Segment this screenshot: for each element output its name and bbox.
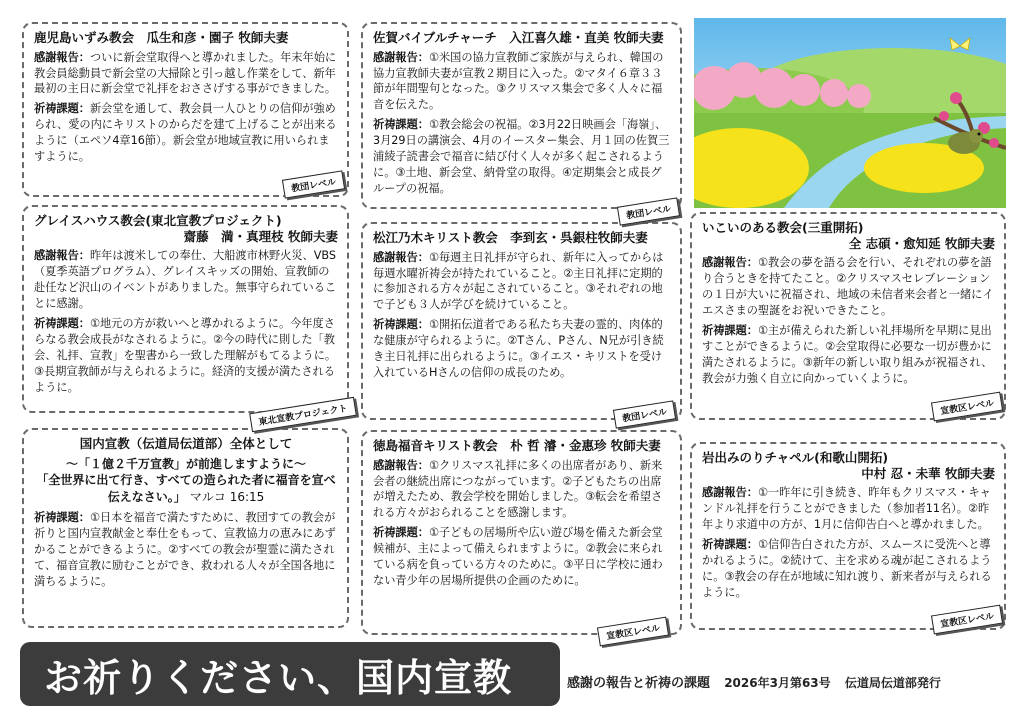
section-title: 国内宣教（伝道局伝道部）全体として [79,436,293,451]
prayer-request: 祈祷課題：①教会総会の祝福。②3月22日映画会「海嶺」、3月29日の講演会、4月のイースター集会、月１回の佐賀三浦綾子読書会で福音に結び付く人々が多く起こされるように。③土地、新会堂、納骨堂の取得。④定期集会と成長グループの祝福。 [373,118,670,195]
church-box-iwade [690,442,1006,630]
level-tag: 東北宣教プロジェクト [249,397,356,432]
prayer-request: 祈祷課題：①信仰告白された方が、スムースに受洗へと導かれるように。②続けて、主を求める魂が起こされるように。③教会の存在が地域に知れ渡り、新来者が与えられるように。 [702,537,992,599]
level-tag: 教団レベル [282,170,345,198]
level-tag: 教団レベル [613,400,676,428]
church-box-matsue [361,222,682,420]
national-mission-box [22,428,349,628]
level-tag: 教団レベル [617,197,680,225]
thanks-report: 感謝報告：①教会の夢を語る会を行い、それぞれの夢を語り合うときを持てたこと。②クリスマスセレブレーションの１日が大いに祝福され、地域の未信者来会者と一緒にイエスさまの聖誕をお祝いできたこと。 [702,256,994,317]
level-tag: 宣教区レベル [931,605,1003,635]
church-box-ikoi [690,212,1006,420]
church-title: 徳島福音キリスト教会 朴 哲 濬・金惠珍 牧師夫妻 [373,438,661,453]
pastor-names: 全 志碩・愈知延 牧師夫妻 [848,235,995,251]
pastor-names: 齋藤 満・真理枝 牧師夫妻 [183,228,338,244]
prayer-request: 祈祷課題：①子どもの居場所や広い遊び場を備えた新会堂候補が、主によって備えられますように。②教会に来られている病を負っている方々のために。③平日に学校に通わない青少年の居場所提供の企画のために。 [373,526,663,587]
thanks-report: 感謝報告：①クリスマス礼拝に多くの出席者があり、新来会者の継続出席につながっています。②子どもたちの出席が増えたため、教会学校を開始しました。③転会を希望される方々がおられることを感謝します。 [373,458,663,520]
level-tag: 宣教区レベル [597,617,669,647]
pastor-names: 中村 忍・未華 牧師夫妻 [861,465,995,481]
church-box-saga [361,22,682,209]
thanks-report: 感謝報告：①毎週主日礼拝が守られ、新年に入ってからは毎週水曜祈祷会が持たれていること。②主日礼拝に定期的に参加される方々が起こされていること。③それぞれの地で子ども３人が学びを続けていること。 [373,250,664,312]
prayer-request: 祈祷課題：①地元の方が救いへと導かれるように。今年度さらなる教会成長がなされるように。②今の時代に則した「教会、礼拝、宣教」を聖書から一致した理解がもてるように。③長期宣教師が与えられるように。経済的支援が満たされるように。 [34,316,337,394]
thanks-report: 感謝報告：①米国の協力宣教師ご家族が与えられ、韓国の協力宣教師夫妻が宣教２期目に入った。②マタイ６章３３節が年間聖句となった。③クリスマス集会で多く人々に福音を伝えた。 [373,50,664,112]
church-box-grace-house [22,205,349,413]
footer-subtitle: 感謝の報告と祈祷の課題 [567,676,711,691]
church-title: いこいのある教会(三重開拓) 全 志碩・愈知延 牧師夫妻 [702,220,995,251]
thanks-report: 感謝報告：ついに新会堂取得へと導かれました。年末年始に教会員総動員で新会堂の大掃除と引っ越し作業をして、新年最初の主日に新会堂で礼拝をおささげする事ができました。 [34,50,337,96]
church-box-kagoshima [22,22,349,197]
prayer-request: 祈祷課題：①日本を福音で満たすために、教団すての教会が祈りと国内宣教献金と奉仕をもって、宣教協力の恵みにあずかることができるように。②すべての教会が聖霊に満たされて、福音宣教に励むことができ、救われる人々が全国各地に満ちるように。 [34,511,336,588]
church-title: 岩出みのりチャペル(和歌山開拓) 中村 忍・未華 牧師夫妻 [702,450,995,481]
church-box-tokushima [361,430,682,635]
footer [567,672,941,691]
level-tag: 宣教区レベル [931,392,1003,422]
church-title: 佐賀バイブルチャーチ 入江喜久雄・直美 牧師夫妻 [373,30,664,45]
church-title: グレイスハウス教会(東北宣教プロジェクト) 齋藤 満・真理枝 牧師夫妻 [34,213,338,244]
thanks-report: 感謝報告：①一昨年に引き続き、昨年もクリスマス・キャンドル礼拝を行うことができました（参加者11名）。②昨年より求道中の方が、1月に信仰告白へと導かれました。 [702,486,991,532]
slogan: ～「１億２千万宣教」が前進しますように～ 「全世界に出て行き、すべての造られた者に福音を宣べ伝えなさい。」 マルコ 16:15 [36,456,336,505]
prayer-request: 祈祷課題：①主が備えられた新しい礼拝場所を早期に見出すことができるように。②会堂取得に必要な一切が豊かに満たされるように。③新年の新しい取り組みが祝福され、教会が力強く自立に向かっていくように。 [702,323,993,385]
issue-number: 2026年3月第63号 [724,676,831,690]
spring-landscape-illustration [694,18,1006,208]
publisher: 伝道局伝道部発行 [844,676,941,690]
prayer-request: 祈祷課題：新会堂を通して、教会員一人ひとりの信仰が強められ、愛の内にキリストのからだを建て上げることが出来るように（エペソ4章16節）。新会堂が地域宣教に用いられますように。 [34,102,337,164]
prayer-request: 祈祷課題：①開拓伝道者である私たち夫妻の霊的、肉体的な健康が守られるように。②Tさん、Pさん、N兄が引き続き主日礼拝に出られるように。③イエス・キリストを受け入れているHさんの信仰の成長のため。 [373,318,664,379]
church-title: 松江乃木キリスト教会 李到玄・呉銀柱牧師夫妻 [373,230,648,245]
main-banner-title: お祈りください、国内宣教 [20,642,560,706]
church-title: 鹿児島いずみ教会 瓜生和彦・園子 牧師夫妻 [34,30,289,45]
thanks-report: 感謝報告：昨年は渡米しての奉仕、大船渡市林野火災、VBS（夏季英語プログラム）、グレイスキッズの開始、宣教師の赴任など沢山のイベントがありました。無事守られていることに感謝。 [34,249,337,310]
